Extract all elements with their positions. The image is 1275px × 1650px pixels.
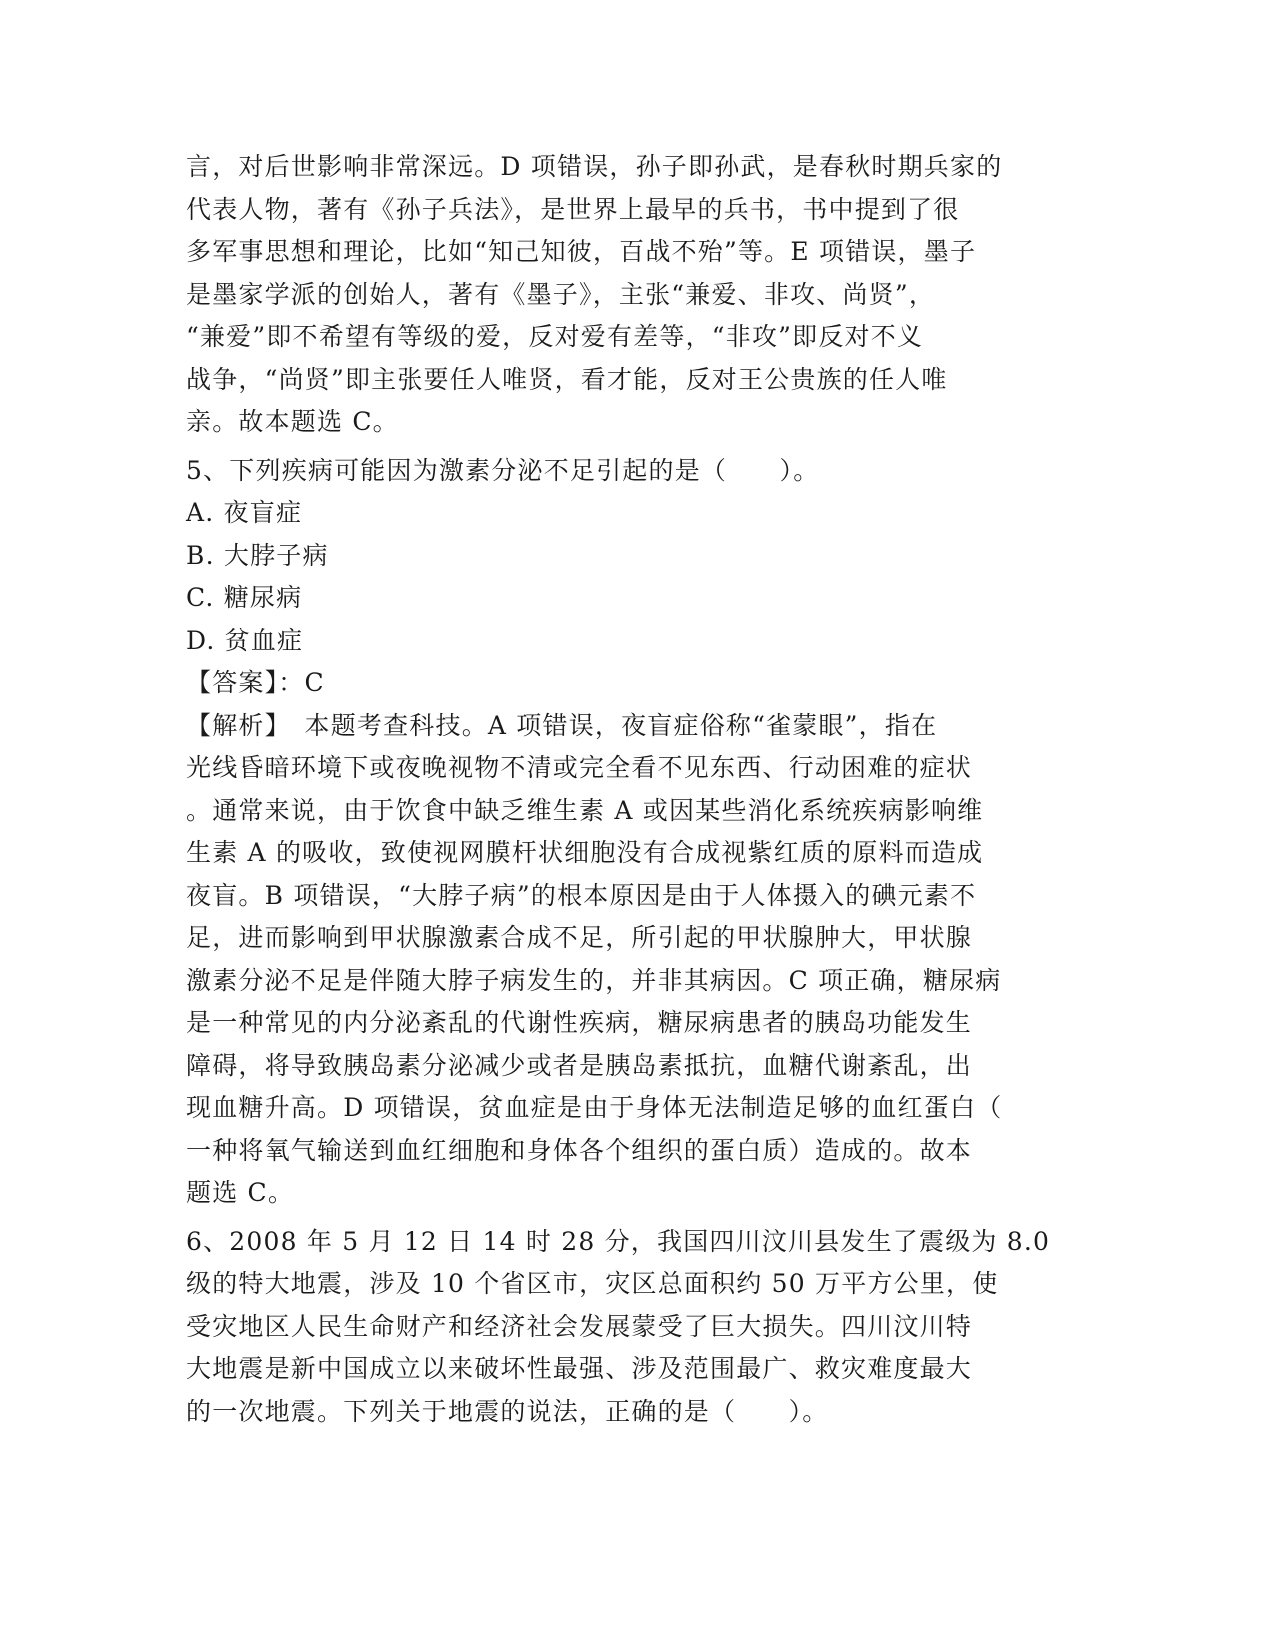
analysis-line: 亲。故本题选 C。 <box>186 407 399 436</box>
analysis-line: 题选 C。 <box>186 1178 295 1207</box>
analysis-line: 激素分泌不足是伴随大脖子病发生的，并非其病因。C 项正确，糖尿病 <box>186 965 1002 995</box>
option-b: B. 大脖子病 <box>186 540 329 570</box>
analysis-line: 【解析】 本题考查科技。A 项错误，夜盲症俗称“雀蒙眼”，指在 <box>186 710 938 740</box>
option-a: A. 夜盲症 <box>186 498 303 527</box>
analysis-line: “兼爱”即不希望有等级的爱，反对爱有差等，“非攻”即反对不义 <box>186 322 924 351</box>
analysis-line: 障碍，将导致胰岛素分泌减少或者是胰岛素抵抗，血糖代谢紊乱，出 <box>186 1050 973 1080</box>
page-content <box>186 146 1066 1433</box>
question-stem-line: 级的特大地震，涉及 10 个省区市，灾区总面积约 50 万平方公里，使 <box>186 1269 999 1298</box>
answer: 【答案】：C <box>186 668 325 697</box>
analysis-line: 夜盲。B 项错误，“大脖子病”的根本原因是由于人体摄入的碘元素不 <box>186 880 977 910</box>
analysis-line: 生素 A 的吸收，致使视网膜杆状细胞没有合成视紫红质的原料而造成 <box>186 838 984 867</box>
analysis-line: 足，进而影响到甲状腺激素合成不足，所引起的甲状腺肿大，甲状腺 <box>186 923 973 952</box>
question-stem: 5、下列疾病可能因为激素分泌不足引起的是（ ）。 <box>186 455 820 485</box>
analysis-line: 。通常来说，由于饮食中缺乏维生素 A 或因某些消化系统疾病影响维 <box>186 795 984 825</box>
analysis-line: 一种将氧气输送到血红细胞和身体各个组织的蛋白质）造成的。故本 <box>186 1135 973 1165</box>
analysis-line: 是一种常见的内分泌紊乱的代谢性疾病，糖尿病患者的胰岛功能发生 <box>186 1008 973 1037</box>
analysis-line: 代表人物，著有《孙子兵法》，是世界上最早的兵书，书中提到了很 <box>186 194 960 224</box>
question-5 <box>186 450 1066 1215</box>
question-6 <box>186 1221 1066 1434</box>
analysis-line: 光线昏暗环境下或夜晚视物不清或完全看不见东西、行动困难的症状 <box>186 753 973 782</box>
question-stem-line: 大地震是新中国成立以来破坏性最强、涉及范围最广、救灾难度最大 <box>186 1354 973 1383</box>
analysis-line: 多军事思想和理论，比如“知己知彼，百战不殆”等。E 项错误，墨子 <box>186 237 977 266</box>
analysis-line: 战争，“尚贤”即主张要任人唯贤，看才能，反对王公贵族的任人唯 <box>186 364 948 394</box>
analysis-line: 现血糖升高。D 项错误，贫血症是由于身体无法制造足够的血红蛋白（ <box>186 1093 1003 1122</box>
analysis-line: 言，对后世影响非常深远。D 项错误，孙子即孙武，是春秋时期兵家的 <box>186 152 1003 181</box>
option-c: C. 糖尿病 <box>186 583 303 612</box>
question-stem-line: 6、2008 年 5 月 12 日 14 时 28 分，我国四川汶川县发生了震级为 8.0 <box>186 1226 1051 1256</box>
previous-question-analysis <box>186 146 1066 444</box>
question-stem-line: 受灾地区人民生命财产和经济社会发展蒙受了巨大损失。四川汶川特 <box>186 1311 973 1341</box>
option-d: D. 贫血症 <box>186 625 304 655</box>
question-stem-line: 的一次地震。下列关于地震的说法，正确的是（ ）。 <box>186 1396 829 1426</box>
analysis-line: 是墨家学派的创始人，著有《墨子》，主张“兼爱、非攻、尚贤”， <box>186 279 936 309</box>
